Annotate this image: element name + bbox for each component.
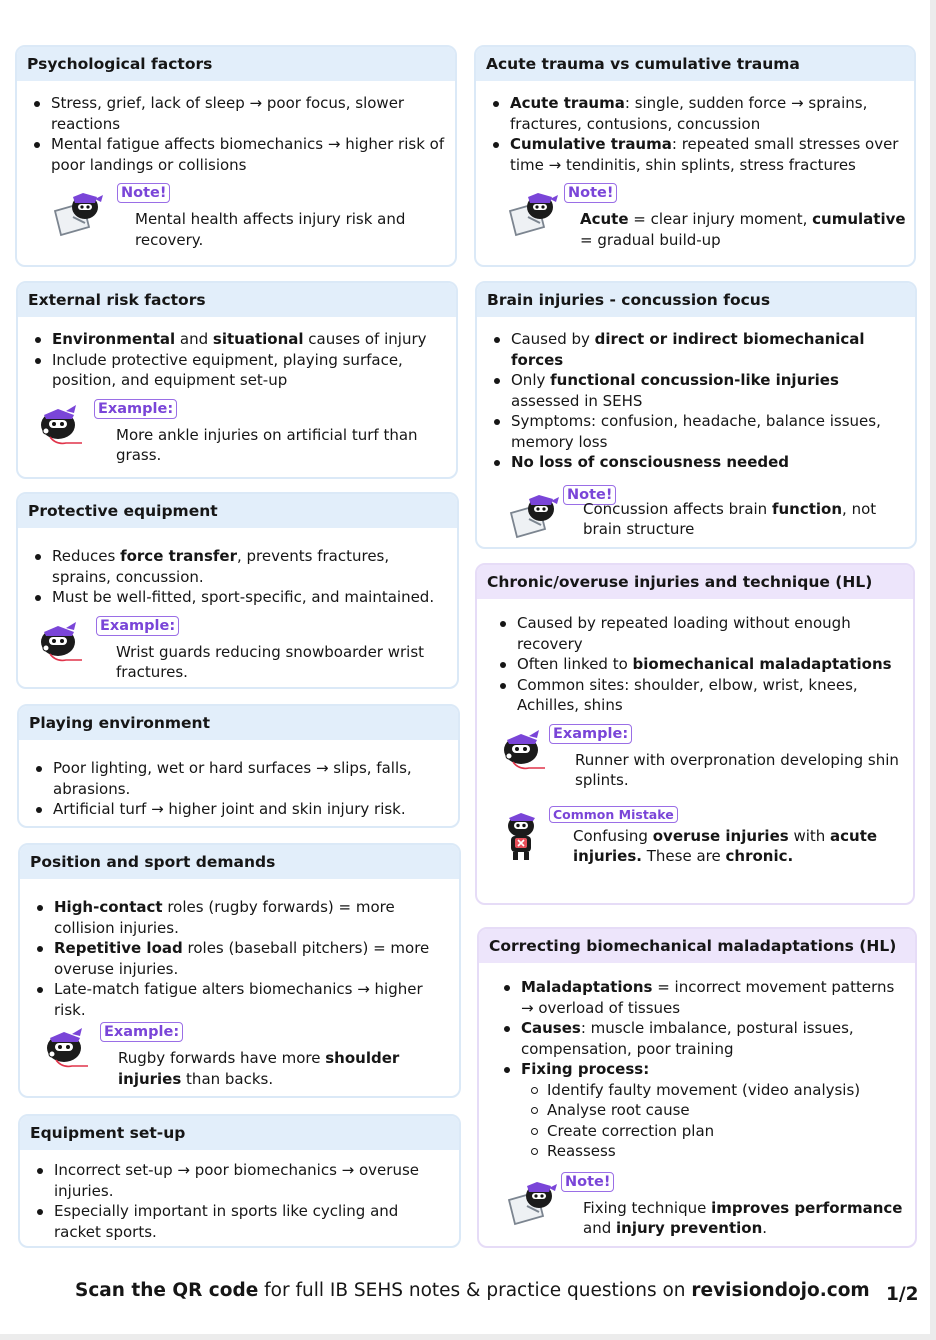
list-item: Mental fatigue affects biomechanics → higher risk of poor landings or collisions	[29, 134, 445, 175]
note-tag: Note!	[117, 183, 170, 203]
list-item: Symptoms: confusion, headache, balance issues, memory loss	[489, 411, 905, 452]
card-equipment-set-up	[18, 1114, 461, 1248]
note-text: Fixing technique improves performance and injury prevention.	[583, 1198, 903, 1237]
list-item: Must be well-fitted, sport-specific, and maintained.	[30, 587, 447, 608]
list-item: Caused by repeated loading without enough recovery	[495, 613, 903, 654]
card-title: Brain injuries - concussion focus	[477, 283, 915, 317]
footer-text: Scan the QR code for full IB SEHS notes & practice questions on revisiondojo.com	[75, 1280, 870, 1301]
list-item: Late-match fatigue alters biomechanics → higher risk.	[32, 979, 449, 1020]
card-title: Chronic/overuse injuries and technique (HL)	[477, 565, 913, 599]
card-title: Protective equipment	[18, 494, 457, 528]
list-item: No loss of consciousness needed	[489, 452, 905, 473]
list-item: Only functional concussion-like injuries assessed in SEHS	[489, 370, 905, 411]
card-position-sport-demands	[18, 843, 461, 1098]
common-mistake-tag: Common Mistake	[549, 806, 678, 823]
note-callout	[488, 183, 904, 249]
example-text: More ankle injuries on artificial turf than grass.	[116, 425, 418, 464]
card-chronic-overuse	[475, 563, 915, 905]
sub-list-item: Create correction plan	[521, 1121, 905, 1142]
example-tag: Example:	[549, 724, 632, 744]
page-number: 1/2	[886, 1284, 919, 1305]
note-tag: Note!	[561, 1172, 614, 1192]
ninja-laptop-icon	[507, 489, 567, 541]
example-callout	[30, 616, 447, 682]
list-item: Common sites: shoulder, elbow, wrist, knees, Achilles, shins	[495, 675, 903, 716]
card-title: External risk factors	[18, 283, 456, 317]
card-title: Position and sport demands	[20, 845, 459, 879]
card-title: Acute trauma vs cumulative trauma	[476, 47, 914, 81]
list-item: Repetitive load roles (baseball pitchers) = more overuse injuries.	[32, 938, 449, 979]
card-psychological-factors	[15, 45, 457, 267]
example-callout	[30, 399, 446, 465]
note-text: Concussion affects brain function, not brain structure	[583, 499, 877, 538]
website-link[interactable]: revisiondojo.com	[691, 1280, 870, 1301]
ninja-laptop-icon	[505, 1176, 565, 1228]
list-item: Especially important in sports like cycling and racket sports.	[32, 1201, 449, 1242]
list-item: Cumulative trauma: repeated small stresses over time → tendinitis, shin splints, stress fractures	[488, 134, 904, 175]
list-item: Incorrect set-up → poor biomechanics → overuse injuries.	[32, 1160, 449, 1201]
card-acute-vs-cumulative	[474, 45, 916, 267]
list-item: Acute trauma: single, sudden force → sprains, fractures, contusions, concussion	[488, 93, 904, 134]
ninja-pointing-icon	[36, 620, 96, 672]
list-item: Maladaptations = incorrect movement patterns → overload of tissues	[499, 977, 905, 1018]
example-tag: Example:	[100, 1022, 183, 1042]
note-text: Acute = clear injury moment, cumulative = gradual build-up	[580, 210, 906, 249]
example-tag: Example:	[96, 616, 179, 636]
example-text: Runner with overpronation developing shin splints.	[575, 750, 899, 789]
list-item: Environmental and situational causes of injury	[30, 329, 446, 350]
card-external-risk-factors	[16, 281, 458, 479]
card-brain-injuries	[475, 281, 917, 549]
list-item: Include protective equipment, playing surface, position, and equipment set-up	[30, 350, 446, 391]
ninja-pointing-icon	[42, 1026, 102, 1078]
note-tag: Note!	[564, 183, 617, 203]
card-title: Psychological factors	[17, 47, 455, 81]
card-title: Correcting biomechanical maladaptations (HL)	[479, 929, 915, 963]
example-tag: Example:	[94, 399, 177, 419]
common-mistake-text: Confusing overuse injuries with acute injuries. These are chronic.	[573, 826, 878, 865]
ninja-laptop-icon	[51, 187, 111, 239]
note-callout	[489, 485, 905, 551]
card-correcting-maladaptations	[477, 927, 917, 1248]
card-protective-equipment	[16, 492, 459, 689]
list-item: Caused by direct or indirect biomechanical forces	[489, 329, 905, 370]
example-text: Wrist guards reducing snowboarder wrist fractures.	[116, 642, 425, 681]
list-item: Causes: muscle imbalance, postural issues, compensation, poor training	[499, 1018, 905, 1059]
note-callout	[29, 183, 445, 249]
list-item: Fixing process: Identify faulty movement (video analysis) Analyse root cause Create correction plan Reassess	[499, 1059, 905, 1162]
list-item: Artificial turf → higher joint and skin injury risk.	[31, 799, 448, 820]
sub-list-item: Analyse root cause	[521, 1100, 905, 1121]
note-tag: Note!	[563, 485, 616, 505]
list-item: Reduces force transfer, prevents fractures, sprains, concussion.	[30, 546, 447, 587]
ninja-laptop-icon	[506, 187, 566, 239]
common-mistake-callout	[495, 806, 903, 876]
sub-list-item: Identify faulty movement (video analysis)	[521, 1080, 905, 1101]
ninja-pointing-icon	[36, 403, 96, 455]
note-callout	[499, 1172, 905, 1238]
example-callout	[495, 724, 903, 790]
list-item: Often linked to biomechanical maladaptations	[495, 654, 903, 675]
card-playing-environment	[17, 704, 460, 828]
ninja-mistake-icon	[497, 810, 557, 862]
note-text: Mental health affects injury risk and recovery.	[135, 210, 406, 249]
list-item: High-contact roles (rugby forwards) = more collision injuries.	[32, 897, 449, 938]
card-title: Equipment set-up	[20, 1116, 459, 1150]
example-callout	[32, 1022, 449, 1088]
card-title: Playing environment	[19, 706, 458, 740]
example-text: Rugby forwards have more shoulder injuries than backs.	[118, 1049, 400, 1088]
list-item: Poor lighting, wet or hard surfaces → slips, falls, abrasions.	[31, 758, 448, 799]
sub-list-item: Reassess	[521, 1141, 905, 1162]
list-item: Stress, grief, lack of sleep → poor focus, slower reactions	[29, 93, 445, 134]
